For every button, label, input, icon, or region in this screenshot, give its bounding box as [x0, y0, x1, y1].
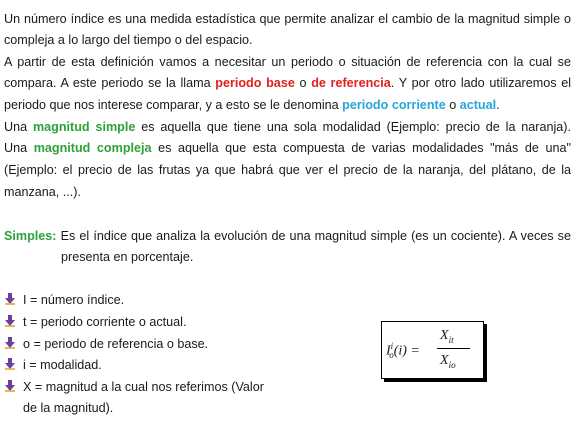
- term-actual: actual: [459, 98, 497, 112]
- formula-text: (i) =: [393, 343, 420, 359]
- intro-line-2: compleja a lo largo del tiempo o del espacio.: [4, 33, 253, 47]
- term-de-referencia: de referencia: [311, 76, 391, 90]
- text: o: [445, 98, 460, 112]
- list-item: t = periodo corriente o actual.: [23, 315, 187, 329]
- formula-numerator: [440, 328, 454, 345]
- term-magnitud-compleja: magnitud compleja: [33, 141, 152, 155]
- formula-denominator: [440, 353, 456, 370]
- magnitude-line-2: [4, 140, 571, 156]
- list-item-continuation: de la magnitud).: [23, 401, 114, 415]
- text: Una: [4, 141, 34, 155]
- formula-symbol: I: [386, 343, 391, 359]
- text: compara. A este periodo se la llama: [4, 76, 216, 90]
- formula-subscript: io: [448, 359, 456, 370]
- index-formula: [381, 321, 484, 379]
- text: . Y por otro lado utilizaremos el: [390, 76, 571, 90]
- simples-line-2: presenta en porcentaje.: [61, 250, 194, 264]
- simples-line-1: [4, 228, 571, 244]
- term-magnitud-simple: magnitud simple: [32, 120, 136, 134]
- formula-symbol: X: [440, 328, 449, 343]
- formula-symbol: X: [440, 353, 449, 368]
- text: .: [496, 98, 500, 112]
- fraction-bar: [437, 348, 470, 349]
- magnitude-line-3: (Ejemplo: el precio de las frutas ya que habrá que ver el precio de la naranja, del plátano, de la: [4, 163, 571, 177]
- text: o: [294, 76, 312, 90]
- reference-line-3: [4, 97, 500, 113]
- text: Es el índice que analiza la evolución de una magnitud simple (es un cociente). A veces se: [56, 229, 571, 243]
- list-item: o = periodo de referencia o base.: [23, 337, 209, 351]
- formula-subscript: o: [389, 350, 394, 361]
- arrow-down-bullet-icon: [4, 293, 16, 305]
- formula-lhs: [386, 341, 420, 360]
- magnitude-line-4: manzana, ...).: [4, 185, 81, 199]
- list-item: i = modalidad.: [23, 358, 102, 372]
- text: es aquella que esta compuesta de varias modalidades "más de una": [151, 141, 571, 155]
- magnitude-line-1: [4, 119, 571, 135]
- term-periodo-corriente: periodo corriente: [342, 98, 446, 112]
- formula-superscript: i: [390, 341, 394, 351]
- list-item: I = número índice.: [23, 293, 125, 307]
- arrow-down-bullet-icon: [4, 337, 16, 349]
- text: periodo que nos interese comparar, y a esto se le denomina: [4, 98, 343, 112]
- list-item: X = magnitud a la cual nos referimos (Valor: [23, 380, 264, 394]
- simples-label: Simples:: [4, 229, 57, 243]
- text: Una: [4, 120, 33, 134]
- arrow-down-bullet-icon: [4, 315, 16, 327]
- text: es aquella que tiene una sola modalidad (Ejemplo: precio de la naranja).: [135, 120, 571, 134]
- arrow-down-bullet-icon: [4, 380, 16, 392]
- arrow-down-bullet-icon: [4, 358, 16, 370]
- reference-line-2: [4, 75, 571, 91]
- formula-subscript: it: [448, 334, 454, 345]
- intro-line-1: Un número índice es una medida estadística que permite analizar el cambio de la magnitud simple o: [4, 12, 571, 26]
- reference-line-1: A partir de esta definición vamos a necesitar un periodo o situación de referencia con la cual se: [4, 55, 571, 69]
- term-periodo-base: periodo base: [215, 76, 295, 90]
